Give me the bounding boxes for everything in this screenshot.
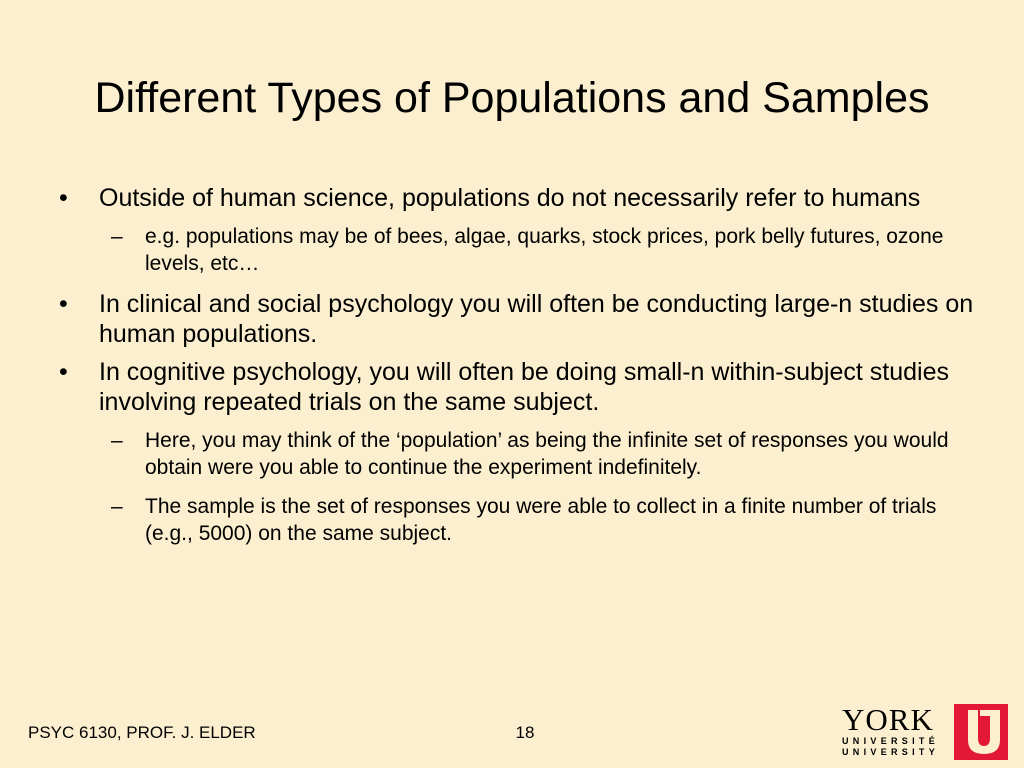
logo-wordmark [842, 704, 954, 758]
bullet-text: In cognitive psychology, you will often be doing small-n within-subject studies involving repeated trials on the same subject. [99, 358, 949, 416]
bullet-marker: • [59, 290, 68, 318]
logo-sub-fr: UNIVERSITÉ [842, 736, 940, 746]
sub-bullet-item [99, 493, 965, 547]
bullet-item [55, 289, 975, 349]
sub-bullet-item [99, 223, 965, 277]
slide-content [55, 183, 975, 559]
bullet-text: In clinical and social psychology you will often be conducting large-n studies on human populations. [99, 290, 974, 348]
footer-course: PSYC 6130, PROF. J. ELDER [28, 723, 256, 742]
sub-bullet-marker: – [111, 225, 123, 248]
bullet-marker: • [59, 358, 68, 386]
bullet-item [55, 183, 975, 213]
bullet-item [55, 357, 975, 417]
bullet-marker: • [59, 184, 68, 212]
sub-bullet-marker: – [111, 429, 123, 452]
sub-bullet-text: e.g. populations may be of bees, algae, quarks, stock prices, pork belly futures, ozone levels, etc… [145, 225, 944, 275]
sub-bullet-marker: – [111, 495, 123, 518]
slide-title: Different Types of Populations and Samples [94, 74, 930, 122]
york-u-mark-icon [954, 704, 1008, 760]
sub-bullet-text: The sample is the set of responses you were able to collect in a finite number of trials (e.g., 5000) on the same subject. [145, 495, 937, 545]
logo-word: YORK [842, 702, 934, 737]
bullet-text: Outside of human science, populations do not necessarily refer to humans [99, 184, 921, 212]
page-number: 18 [515, 723, 535, 742]
sub-bullet-item [99, 427, 965, 481]
york-university-logo [842, 704, 1008, 760]
sub-bullet-text: Here, you may think of the ‘population’ as being the infinite set of responses you would obtain were you able to continue the experiment indefinitely. [145, 429, 949, 479]
logo-sub-en: UNIVERSITY [842, 747, 940, 757]
